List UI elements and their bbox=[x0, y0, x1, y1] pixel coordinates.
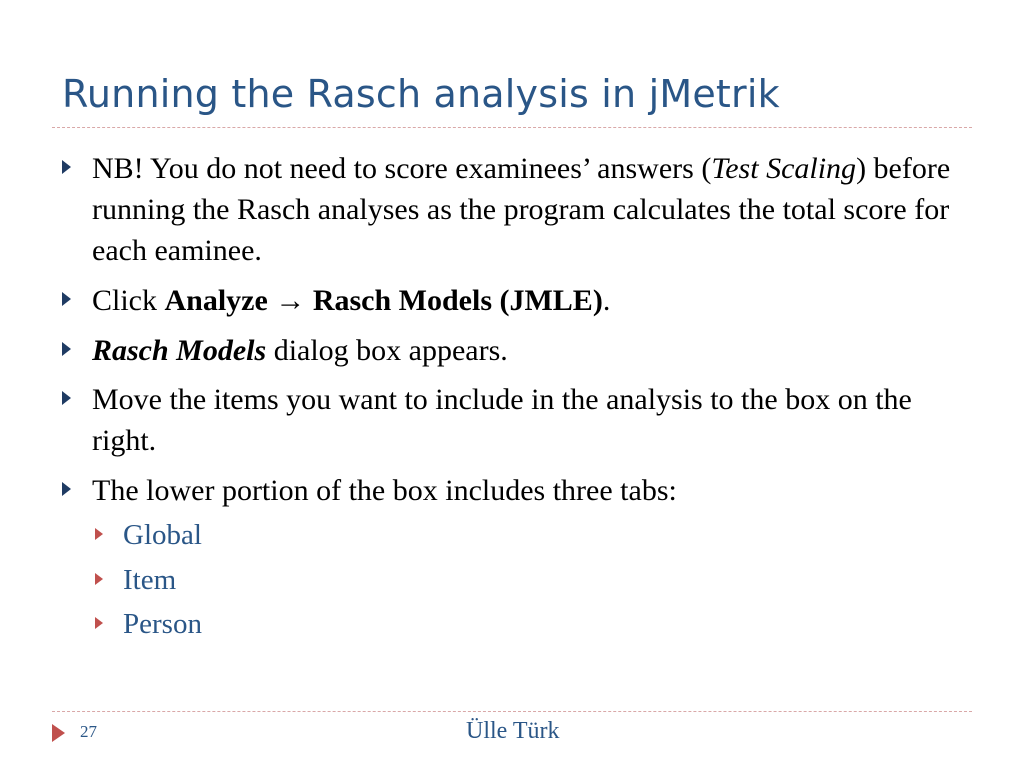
bullet-text bbox=[92, 280, 972, 321]
slide-title: Running the Rasch analysis in jMetrik bbox=[62, 72, 780, 116]
bullet-text-part: . bbox=[602, 284, 611, 317]
bullet-text bbox=[92, 148, 972, 271]
bullet-arrow-icon bbox=[62, 342, 71, 356]
bullet-item-nb bbox=[92, 148, 972, 271]
sub-item-label: Global bbox=[123, 519, 202, 551]
footer-triangle-icon bbox=[52, 724, 65, 742]
sub-bullet-arrow-icon bbox=[95, 528, 103, 540]
bullet-arrow-icon bbox=[62, 292, 71, 306]
bullet-text bbox=[92, 330, 972, 371]
sub-bullet-arrow-icon bbox=[95, 617, 103, 629]
sub-bullet-arrow-icon bbox=[95, 573, 103, 585]
sub-item-item bbox=[123, 562, 723, 598]
sub-item-label: Item bbox=[123, 564, 177, 596]
bullet-text-part: NB! You do not need to score examinees’ answers ( bbox=[92, 152, 712, 185]
menu-arrow: → bbox=[267, 284, 313, 317]
bullet-text-part: ) before running the Rasch analyses as the program calculates the total score for each eaminee. bbox=[92, 152, 951, 267]
sub-item-global bbox=[123, 517, 723, 553]
analyze-menu-term: Analyze bbox=[164, 284, 268, 317]
bullet-item-dialog bbox=[92, 330, 972, 371]
bullet-text-part: dialog box appears. bbox=[266, 334, 508, 367]
rasch-models-menu-term: Rasch Models (JMLE) bbox=[312, 284, 603, 317]
rasch-models-dialog-term: Rasch Models bbox=[92, 334, 267, 367]
bullet-item-click bbox=[92, 280, 972, 321]
bullet-arrow-icon bbox=[62, 160, 71, 174]
bullet-arrow-icon bbox=[62, 391, 71, 405]
sub-item-label: Person bbox=[123, 608, 202, 640]
bullet-text-part: Click bbox=[92, 284, 165, 317]
sub-item-person bbox=[123, 606, 723, 642]
footer-divider bbox=[52, 711, 972, 712]
footer-author: Ülle Türk bbox=[466, 718, 560, 744]
title-divider bbox=[52, 127, 972, 128]
page-number: 27 bbox=[80, 722, 97, 741]
bullet-text: Move the items you want to include in the analysis to the box on the right. bbox=[92, 383, 912, 457]
bullet-item-move bbox=[92, 379, 972, 461]
bullet-text: The lower portion of the box includes three tabs: bbox=[92, 474, 677, 507]
bullet-arrow-icon bbox=[62, 482, 71, 496]
test-scaling-term: Test Scaling bbox=[711, 152, 857, 185]
bullet-item-tabs bbox=[92, 470, 972, 511]
